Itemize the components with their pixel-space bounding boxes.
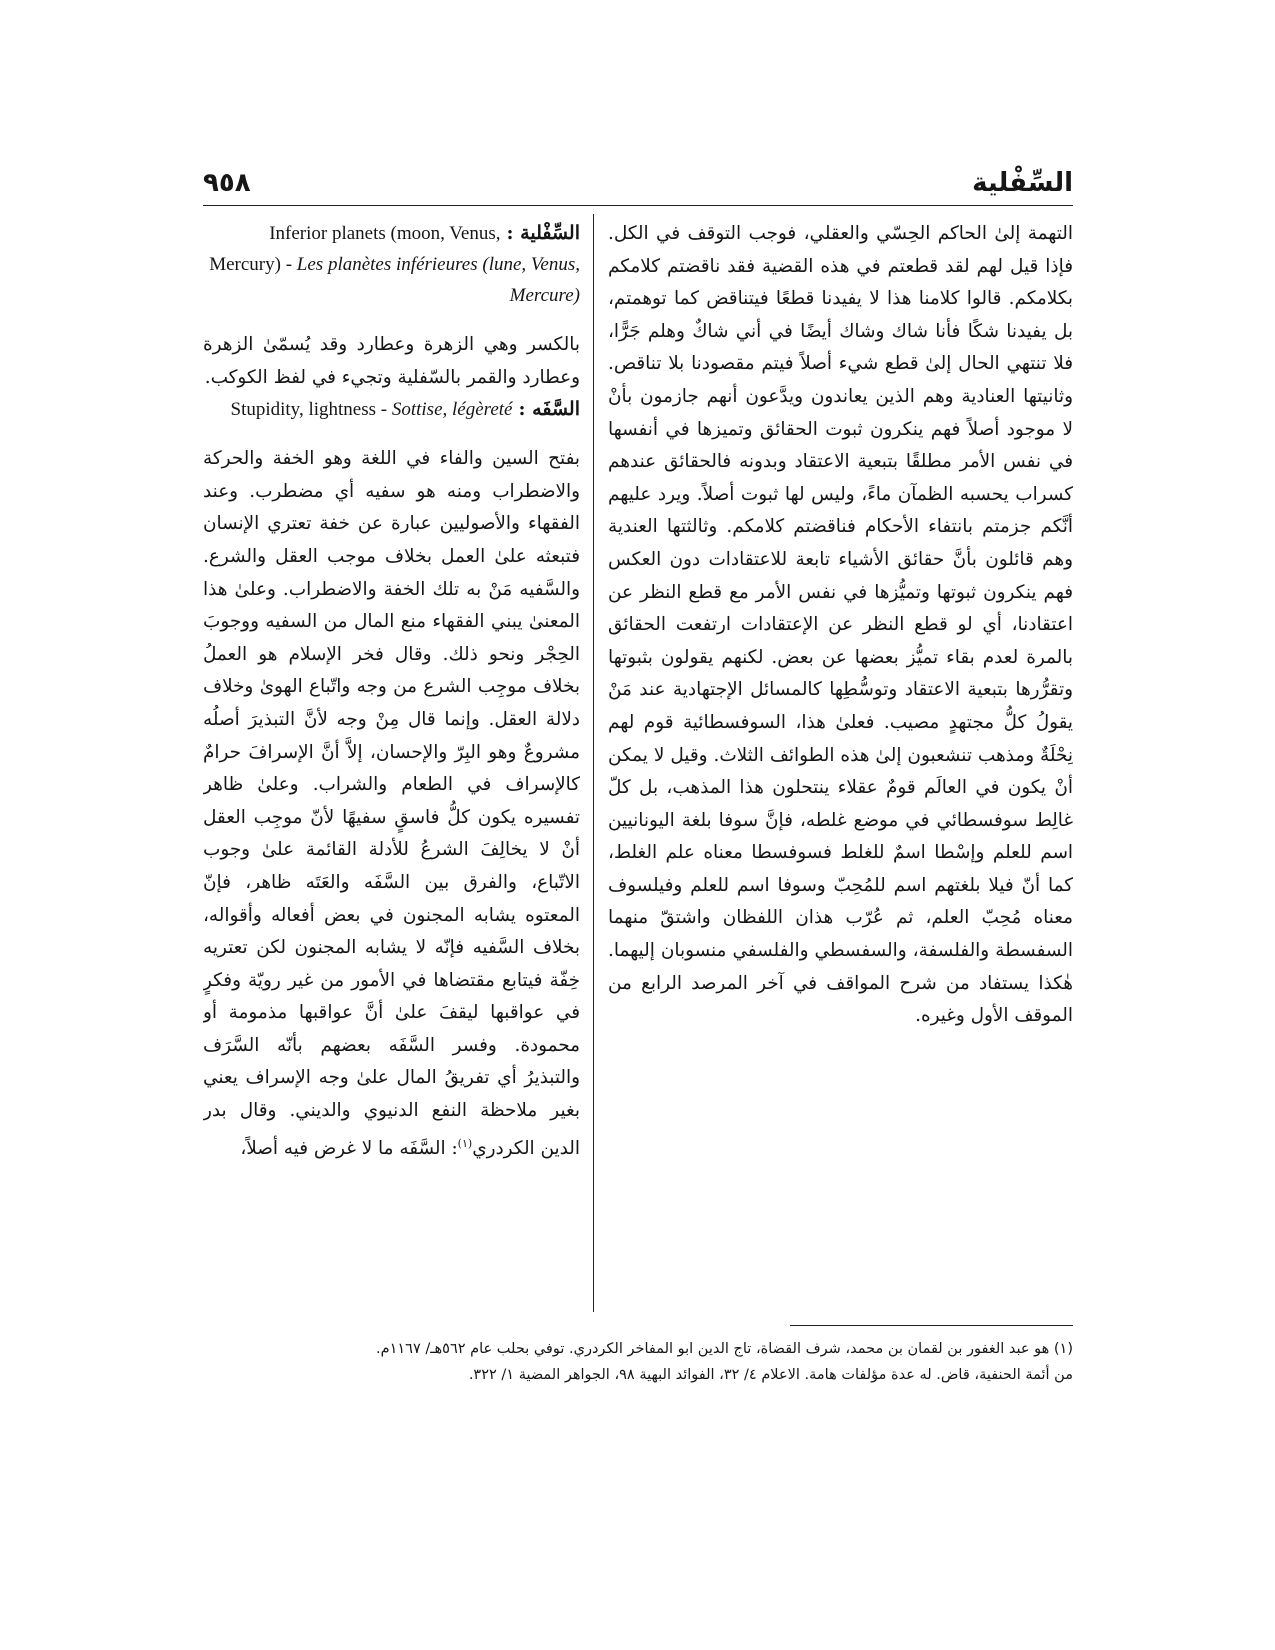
- entry-body-safah: [203, 443, 580, 1165]
- entry-body-sifliya: بالكسر وهي الزهرة وعطارد وقد يُسمّىٰ الزهرة وعطارد والقمر بالسّفلية وتجيء في لفظ الكوكب.: [203, 334, 580, 388]
- french-gloss: Sottise, légèreté: [391, 399, 513, 421]
- header-rule: [203, 205, 1073, 206]
- right-column-text: التهمة إلىٰ الحاكم الحِسّي والعقلي، فوجب التوقف في الكل. فإذا قيل لهم لقد قطعتم في هذه القضية فقد ناقضتم كلامكم بكلامكم. قالوا كلامنا هذا لا يفيدنا قطعًا فيتناقض كما توهمتم، بل يفيدنا شكًا فأنا شاك وشاك أيضًا في أني شاكٌ وهلم جَرًّا، فلا تنتهي الحال إلىٰ قطع شيء أصلاً فيتم مقصودنا بلا تناقص. وثانيتها العنادية وهم الذين يعاندون ويدَّعون أنهم جازمون بأنْ لا موجود أصلاً فهم ينكرون ثبوت الحقائق وتميزها في أنفسها في نفس الأمر مطلقًا بتبعية الاعتقاد وبدونه فالحقائق عندهم كسراب يحسبه الظمآن ماءً، وليس لها ثبوت أصلاً. ويرد عليهم أنَّكم جزمتم بانتفاء الأحكام فناقضتم كلامكم. وثالثتها العندية وهم قائلون بأنَّ حقائق الأشياء تابعة للاعتقادات دون العكس فهم ينكرون ثبوتها وتميُّزها في نفس الأمر مع قطع النظر عن اعتقادنا، أي لو قطع النظر عن الإعتقادات ارتفعت الحقائق بالمرة لعدم بقاء تميُّز بعضها عن بعض. لكنهم يقولون بثبوتها وتقرُّرها بتبعية الاعتقاد وتوسُّطِها كالمسائل الإجتهادية عند مَنْ يقولُ كلُّ مجتهدٍ مصيب. فعلىٰ هذا، السوفسطائية قوم لهم نِحْلَةٌ ومذهب تنشعبون إلىٰ هذه الطوائف الثلاث. وقيل لا يمكن أنْ يكون في العالَم قومٌ عقلاء ينتحلون هذا المذهب، بل كلّ غالِط سوفسطائي في موضع غلطه، فإنَّ سوفا بلغة اليونانيين اسم للعلم وإسْطا اسمٌ للغلط فسوفسطا معناه علم الغلط، كما أنّ فيلا بلغتهم اسم للمُحِبّ وسوفا اسم للعلم وفيلسوف معناه مُحِبّ العلم، ثم عُرّب هذان اللفظان واشتقّ منهما السفسطة والفلسفة، والسفسطي والفلسفي منسوبان إليهما. هٰكذا يستفاد من شرح المواقف في آخر المرصد الرابع من الموقف الأول وغيره.: [608, 223, 1073, 1027]
- footnote-line: من أئمة الحنفية، قاض. له عدة مؤلفات هامة. الاعلام ٤/ ٣٢، الفوائد البهية ٩٨، الجواهر المضية ١/ ٣٢٢.: [468, 1367, 1073, 1383]
- running-header: [203, 168, 1073, 202]
- footnote-marker: (١): [457, 1136, 473, 1150]
- french-gloss: Les planètes inférieures (lune, Venus, Mercure): [296, 254, 580, 306]
- running-title: السِّفْلية: [972, 168, 1073, 198]
- gloss-separator: -: [376, 399, 392, 421]
- right-column: [608, 218, 1073, 1308]
- entry-heading-safah: [203, 394, 580, 425]
- page-number: ٩٥٨: [203, 168, 251, 198]
- entry-term: السَّفَه :: [518, 398, 580, 421]
- column-divider: [593, 214, 594, 1312]
- footnote-line: (١) هو عبد الغفور بن لقمان بن محمد، شرف القضاة، تاج الدين ابو المفاخر الكردري. توفي بحلب عام ٥٦٢هـ/ ١١٦٧م.: [376, 1341, 1073, 1357]
- entry-body-part: بفتح السين والفاء في اللغة وهو الخفة والحركة والاضطراب ومنه هو سفيه أي مضطرب. وعند الفقهاء والأصوليين عبارة عن خفة تعتري الإنسان فتبعثه علىٰ العمل بخلاف موجب العقل والشرع. والسَّفيه مَنْ به تلك الخفة والاضطراب. وعلىٰ هذا المعنىٰ يبني الفقهاء منع المال من السفيه ووجوبَ الحِجْر ونحو ذلك. وقال فخر الإسلام هو العملُ بخلاف موجِب الشرع من وجه واتّباع الهوىٰ وخلاف دلالة العقل. وإنما قال مِنْ وجه لأنَّ التبذيرَ أصلُه مشروعٌ وهو البِرّ والإحسان، إلاَّ أنَّ الإسرافَ حرامٌ كالإسراف في الطعام والشراب. وعلىٰ ظاهر تفسيره يكون كلُّ فاسقٍ سفيهًا لأنّ موجِب العقل أنْ لا يخالِفَ الشرعُ للأدلة القائمة علىٰ وجوب الاتّباع، والفرق بين السَّفَه والعَتَه ظاهر، فإنّ المعتوه يشابه المجنون في بعض أفعاله وأقواله، بخلاف السَّفيه فإنّه لا يشابه المجنون لكن تعتريه خِفّة فيتابع مقتضاها في الأمور من غير رويّة وفكرٍ في عواقبها ليقفَ علىٰ أنَّ عواقبها مذمومة أو محمودة. وفسر السَّفَه بعضهم بأنّه السَّرَف والتبذيرُ أي تفريقُ المال علىٰ وجه الإسراف يعني بغير ملاحظة النفع الدنيوي والديني. وقال بدر الدين الكردري: [203, 448, 580, 1159]
- entry-term: السِّفْلية :: [506, 222, 580, 244]
- gloss-separator: -: [280, 254, 297, 275]
- entry-english: [231, 399, 513, 420]
- english-gloss: Inferior planets (moon, Venus, Mercury): [209, 223, 501, 275]
- left-column: [203, 218, 580, 1308]
- footnotes: [203, 1336, 1073, 1388]
- entry-heading-sifliya: [203, 218, 580, 311]
- english-gloss: Stupidity, lightness: [230, 399, 377, 421]
- footnote-rule: [790, 1325, 1073, 1326]
- entry-body-part: : السَّفَه ما لا غرض فيه أصلاً،: [240, 1137, 458, 1159]
